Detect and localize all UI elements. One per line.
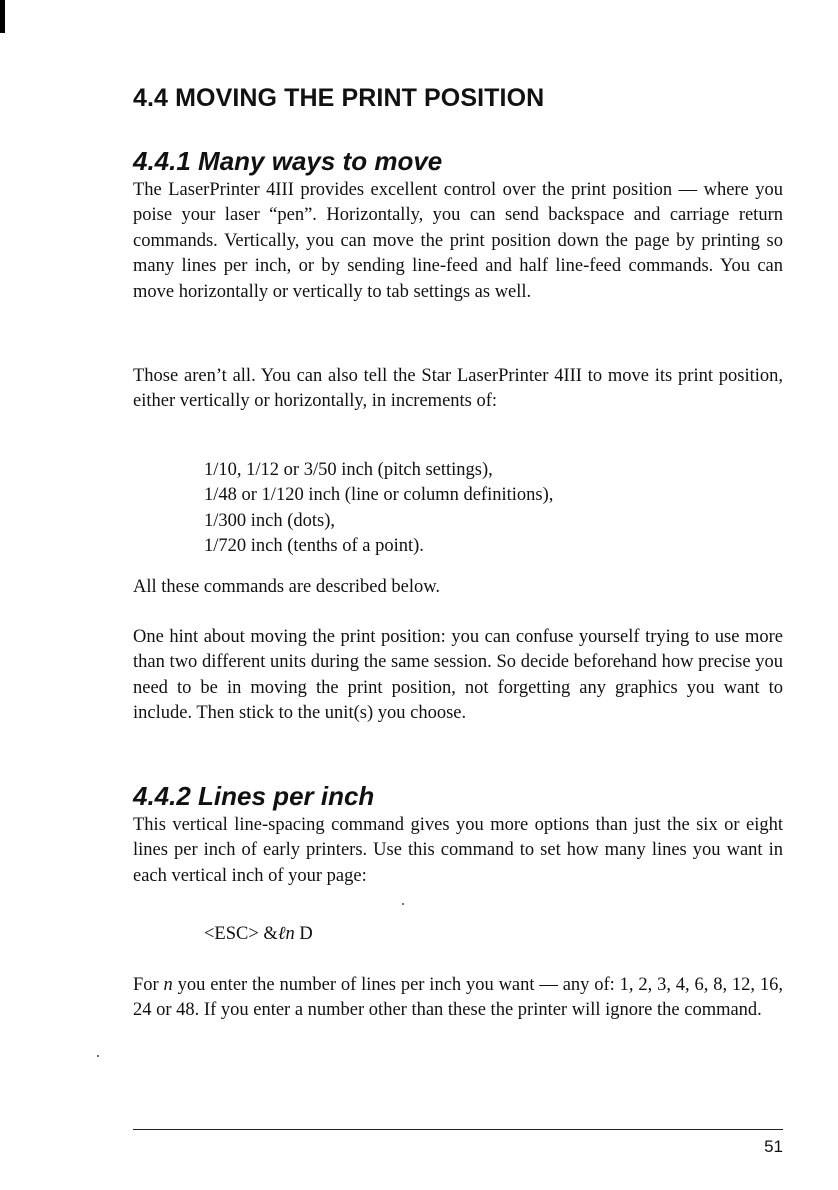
list-item: 1/48 or 1/120 inch (line or column definitions), — [204, 485, 554, 506]
list-item: 1/10, 1/12 or 3/50 inch (pitch settings), — [204, 460, 493, 480]
list-item: 1/300 inch (dots), — [204, 510, 336, 531]
for-n-text: you enter the number of lines per inch you want — any of: 1, 2, 3, 4, 6, 8, 12, 16, 24 or 48. If you enter a number other than these the printer will ignore the command. — [133, 975, 783, 1021]
subsection-heading-many-ways: 4.4.1 Many ways to move — [133, 146, 443, 176]
scan-speck — [402, 903, 404, 905]
parameter-n: n — [163, 975, 173, 995]
paragraph-lines-per-inch: This vertical line-spacing command gives you more options than just the six or eight lines per inch of early printers. Use this command to set how many lines you want in each vertical inch of your page: — [133, 815, 783, 886]
command-prefix: <ESC> & — [204, 924, 278, 944]
paragraph-print-position-control: The LaserPrinter 4III provides excellent control over the print position — where you poise your laser “pen”. Horizontally, you can send backspace and carriage return commands. Vertically, you can move the print position down the page by printing so many lines per inch, or by sending line-feed and half line-feed commands. You can move horizontally or vertically to tab settings as well. — [133, 180, 783, 302]
footer-rule — [133, 1129, 783, 1130]
list-item: 1/720 inch (tenths of a point). — [204, 536, 424, 557]
subsection-heading-lines-per-inch: 4.4.2 Lines per inch — [133, 781, 375, 811]
for-n-prefix: For — [133, 975, 164, 995]
scan-edge-mark — [0, 0, 5, 33]
command-variable: ℓn — [277, 924, 295, 944]
section-heading: 4.4 MOVING THE PRINT POSITION — [133, 84, 545, 112]
paragraph-hint: One hint about moving the print position: you can confuse yourself trying to use more than two different units during the same session. So decide beforehand how precise you need to be in moving the print position, not forgetting any graphics you want to include. Then stick to the unit(s) you choose. — [133, 627, 783, 724]
command-suffix: D — [294, 924, 313, 944]
increments-list — [204, 458, 553, 560]
escape-command — [204, 922, 313, 947]
paragraph-commands-described: All these commands are described below. — [133, 577, 441, 597]
page-number: 51 — [764, 1137, 783, 1156]
paragraph-increments-intro: Those aren’t all. You can also tell the Star LaserPrinter 4III to move its print position, either vertically or horizontally, in increments of: — [133, 366, 783, 412]
paragraph-parameter-n — [133, 973, 783, 1024]
scan-speck — [97, 1055, 99, 1057]
